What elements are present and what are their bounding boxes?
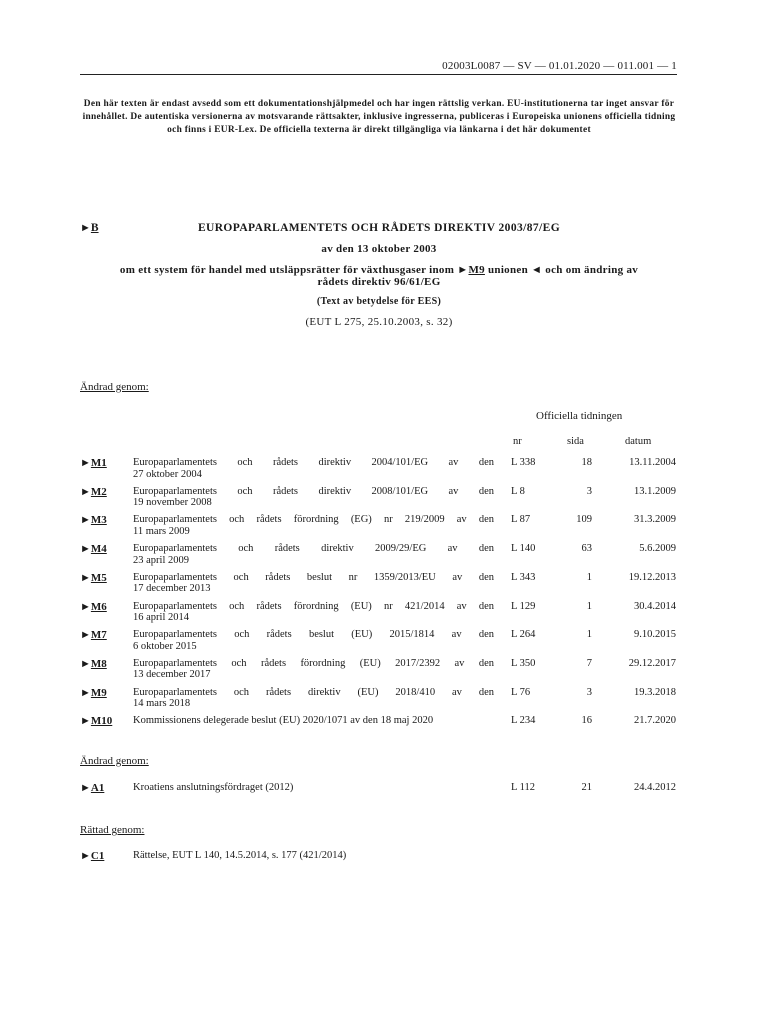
amendment-marker[interactable] [80,572,107,584]
amendment-link-m5[interactable]: M5 [90,571,107,584]
column-header-page: sida [567,436,584,447]
amendment-link-a1[interactable]: A1 [90,782,105,794]
table-row [0,658,770,686]
right-arrow-icon: ► [457,264,469,276]
oj-date: 29.12.2017 [628,657,676,669]
oj-number: L 338 [511,457,536,468]
amendment-marker[interactable] [80,486,107,498]
oj-number: L 264 [511,629,536,641]
amendment-date: 27 oktober 2004 [133,468,202,480]
table-row [0,850,770,878]
amendment-link-m2[interactable]: M2 [90,485,107,498]
right-arrow-icon: ► [80,782,91,794]
oj-number: L 350 [511,657,536,669]
oj-date: 5.6.2009 [639,543,676,555]
right-arrow-icon: ► [80,222,91,234]
oj-page: 3 [586,686,592,698]
oj-page: 63 [581,543,592,555]
disclaimer-text: Den här texten är endast avsedd som ett dokumentationshjälpmedel och har ingen rättslig verkan. EU-institutionerna tar inget ansvar för innehållet. De autentiska versionerna av motsvarande rättsakter, inklusive ingresserna, publiceras i Europeiska unionens officiella tidning och finns i EUR-Lex. De officiella texterna är direkt tillgängliga via länkarna i det här dokumentet [82,99,676,135]
right-arrow-icon: ► [80,485,91,498]
oj-page: 21 [581,782,592,793]
oj-page: 1 [586,600,592,612]
document-header: 02003L0087 — SV — 01.01.2020 — 011.001 — 1 [442,60,677,72]
table-row [0,486,770,514]
amendment-link-m9[interactable]: M9 [90,686,107,699]
table-row [0,601,770,629]
oj-number: L 76 [511,686,531,698]
amendment-description: Europaparlamentets och rådets förordning (EU) nr 421/2014 av den [133,600,494,612]
amendment-date: 11 mars 2009 [133,525,190,537]
right-arrow-icon: ► [80,514,91,527]
amendment-marker[interactable] [80,543,107,555]
oj-number: L 234 [511,715,536,727]
oj-page: 16 [581,715,592,727]
oj-date: 13.11.2004 [629,457,676,468]
oj-number: L 8 [511,485,525,497]
amendment-link-m9-inline[interactable]: M9 [468,264,485,276]
amendment-link-m3[interactable]: M3 [90,514,107,527]
eea-relevance: (Text av betydelse för EES) [316,296,442,307]
amendment-date: 17 december 2013 [133,583,211,595]
corrected-by-heading: Rättad genom: [80,824,145,836]
right-arrow-icon: ► [80,715,91,728]
act-subject [112,264,646,288]
act-title: EUROPAPARLAMENTETS OCH RÅDETS DIREKTIV 2003/87/EG [197,222,561,234]
base-act-marker[interactable] [80,222,99,234]
amendment-link-m6[interactable]: M6 [90,600,107,613]
amendment-description: Kroatiens anslutningsfördraget (2012) [133,782,294,793]
amendment-description: Europaparlamentets och rådets beslut (EU) 2015/1814 av den [133,629,494,641]
amendment-marker[interactable] [80,457,107,469]
oj-date: 24.4.2012 [634,782,676,793]
correction-marker[interactable] [80,850,104,862]
amendment-description: Europaparlamentets och rådets direktiv 2008/101/EG av den [133,485,494,497]
left-arrow-icon: ◄ [531,264,543,276]
oj-reference: (EUT L 275, 25.10.2003, s. 32) [305,316,453,328]
amendment-date: 19 november 2008 [133,497,212,509]
amendment-marker[interactable] [80,514,107,526]
amendment-date: 6 oktober 2015 [133,640,197,652]
amended-text: unionen [484,264,532,276]
table-row [0,514,770,542]
oj-date: 13.1.2009 [634,485,676,497]
oj-page: 1 [586,629,592,641]
amendment-description: Europaparlamentets och rådets förordning (EG) nr 219/2009 av den [133,514,494,526]
column-header-date: datum [625,436,652,447]
amendment-link-m4[interactable]: M4 [90,543,107,556]
amendment-date: 23 april 2009 [133,554,189,566]
amendment-description: Europaparlamentets och rådets direktiv 2004/101/EG av den [133,457,494,468]
amended-by-heading: Ändrad genom: [80,381,149,393]
amendment-description: Europaparlamentets och rådets beslut nr 1359/2013/EU av den [133,571,494,583]
amendment-link-m1[interactable]: M1 [90,457,107,469]
act-date: av den 13 oktober 2003 [321,243,437,255]
base-act-link[interactable]: B [90,222,99,234]
table-row [0,687,770,715]
act-subject-part2: och om ändring av rådets direktiv 96/61/EG [317,264,639,288]
amendment-link-m7[interactable]: M7 [90,629,107,642]
oj-date: 31.3.2009 [634,514,676,526]
right-arrow-icon: ► [80,600,91,613]
amendment-marker[interactable] [80,629,107,641]
right-arrow-icon: ► [80,657,91,670]
oj-number: L 87 [511,514,531,526]
column-header-nr: nr [513,436,522,447]
correction-link-c1[interactable]: C1 [90,850,105,862]
right-arrow-icon: ► [80,571,91,584]
right-arrow-icon: ► [80,686,91,699]
oj-date: 19.3.2018 [634,686,676,698]
amendment-description: Europaparlamentets och rådets förordning (EU) 2017/2392 av den [133,657,494,669]
table-row [0,457,770,485]
oj-page: 18 [581,457,592,468]
oj-page: 109 [576,514,592,526]
oj-date: 30.4.2014 [634,600,676,612]
oj-date: 9.10.2015 [634,629,676,641]
amendment-date: 14 mars 2018 [133,698,191,710]
header-divider [80,74,677,75]
oj-page: 3 [586,485,592,497]
amendment-description: Kommissionens delegerade beslut (EU) 2020/1071 av den 18 maj 2020 [133,715,434,727]
table-row [0,572,770,600]
oj-page: 1 [586,571,592,583]
oj-number: L 112 [511,782,536,793]
amendment-marker[interactable] [80,715,112,727]
table-row [0,782,770,810]
oj-date: 19.12.2013 [628,571,676,583]
oj-date: 21.7.2020 [634,715,676,727]
amendment-marker[interactable] [80,687,107,699]
amendment-link-m10[interactable]: M10 [90,715,113,728]
right-arrow-icon: ► [80,850,91,862]
right-arrow-icon: ► [80,457,91,469]
table-row [0,715,770,743]
right-arrow-icon: ► [80,629,91,642]
oj-page: 7 [586,657,592,669]
correction-description: Rättelse, EUT L 140, 14.5.2014, s. 177 (421/2014) [133,850,347,861]
oj-number: L 129 [511,600,536,612]
amendment-marker[interactable] [80,782,104,794]
amended-by-treaty-heading: Ändrad genom: [80,755,149,767]
oj-number: L 140 [511,543,536,555]
table-row [0,543,770,571]
amendment-date: 16 april 2014 [133,612,189,623]
amendment-link-m8[interactable]: M8 [90,657,107,670]
oj-number: L 343 [511,571,536,583]
amendment-description: Europaparlamentets och rådets direktiv 2009/29/EG av den [133,543,494,555]
amendment-description: Europaparlamentets och rådets direktiv (EU) 2018/410 av den [133,686,494,698]
act-subject-part1: om ett system för handel med utsläppsrätter för växthusgaser inom [119,264,458,276]
official-journal-heading: Officiella tidningen [536,410,623,422]
amendment-date: 13 december 2017 [133,669,211,681]
right-arrow-icon: ► [80,543,91,556]
table-row [0,629,770,657]
amendment-marker[interactable] [80,658,107,670]
amendment-marker[interactable] [80,601,107,613]
